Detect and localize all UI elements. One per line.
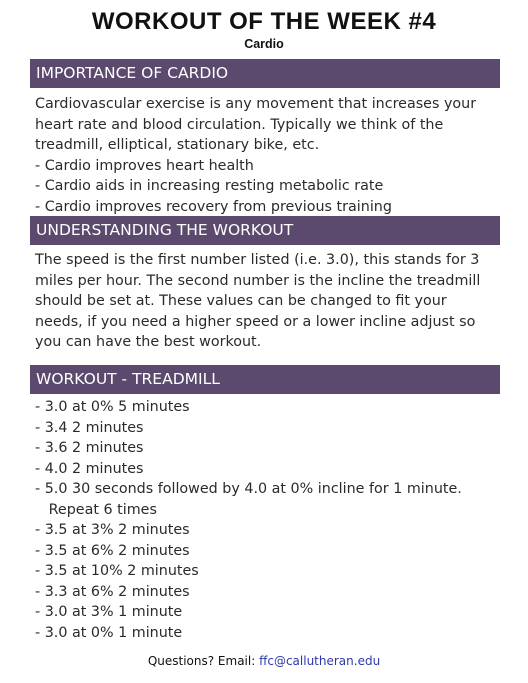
list-item: Repeat 6 times bbox=[35, 501, 157, 518]
list-item: - 3.5 at 6% 2 minutes bbox=[35, 542, 190, 559]
list-item: - 3.5 at 3% 2 minutes bbox=[35, 522, 190, 538]
list-item: - Cardio improves recovery from previous training bbox=[35, 198, 392, 215]
section-body-importance bbox=[35, 94, 497, 217]
section-body-understanding bbox=[35, 250, 497, 353]
footer bbox=[0, 654, 528, 668]
page-title: WORKOUT OF THE WEEK #4 bbox=[91, 8, 437, 35]
email-link[interactable]: ffc@callutheran.edu bbox=[259, 654, 381, 668]
list-item: - 4.0 2 minutes bbox=[35, 460, 144, 477]
understanding-text: The speed is the first number listed (i.e. 3.0), this stands for 3 miles per hour. The second number is the incline the treadmill should be set at. These values can be changed to fit your needs, if you need a higher speed or a lower incline adjust so you can have the best workout. bbox=[35, 252, 481, 350]
list-item: - 5.0 30 seconds followed by 4.0 at 0% incline for 1 minute. bbox=[35, 481, 462, 497]
list-item: - 3.3 at 6% 2 minutes bbox=[35, 583, 190, 600]
importance-intro: Cardiovascular exercise is any movement that increases your heart rate and blood circulation. Typically we think of the treadmill, elliptical, stationary bike, etc. bbox=[35, 96, 477, 153]
list-item: - 3.0 at 3% 1 minute bbox=[35, 604, 183, 620]
list-item: - 3.4 2 minutes bbox=[35, 419, 144, 436]
page-subtitle: Cardio bbox=[244, 37, 284, 51]
section-heading-workout: WORKOUT - TREADMILL bbox=[30, 365, 500, 394]
section-heading-understanding: UNDERSTANDING THE WORKOUT bbox=[30, 216, 500, 245]
section-heading-importance: IMPORTANCE OF CARDIO bbox=[30, 59, 500, 88]
workout-list bbox=[35, 397, 505, 643]
footer-label: Questions? Email: bbox=[147, 654, 260, 668]
list-item: - Cardio aids in increasing resting metabolic rate bbox=[35, 178, 384, 194]
list-item: - 3.5 at 10% 2 minutes bbox=[35, 563, 199, 579]
list-item: - 3.0 at 0% 1 minute bbox=[35, 624, 183, 641]
list-item: - 3.0 at 0% 5 minutes bbox=[35, 399, 190, 415]
list-item: - Cardio improves heart health bbox=[35, 157, 254, 174]
list-item: - 3.6 2 minutes bbox=[35, 440, 144, 456]
